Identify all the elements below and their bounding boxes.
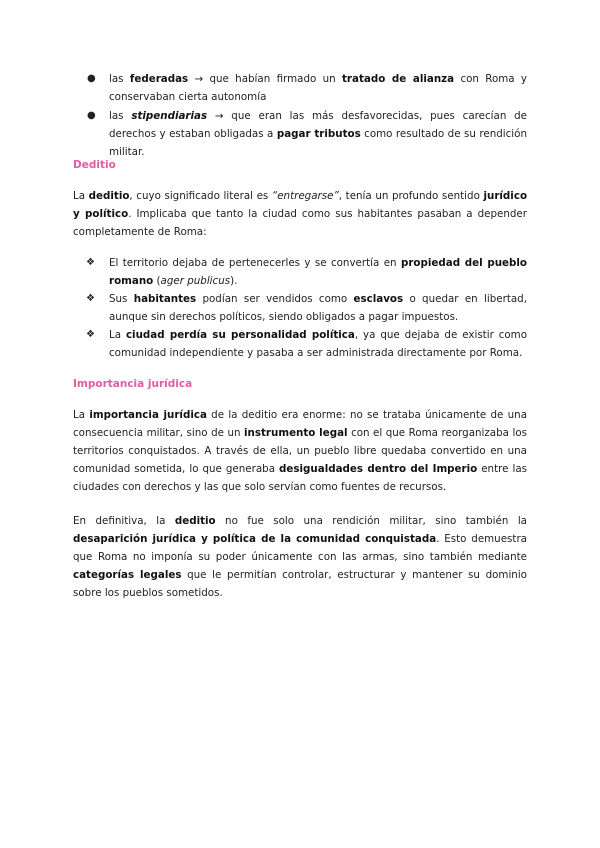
- text: , ya que dejaba de existir como comunidad independiente y pasaba a ser administrada directamente por Roma.: [109, 329, 528, 359]
- term-ager-publicus: ager publicus: [160, 275, 231, 287]
- term-instrumento-legal: instrumento legal: [244, 427, 348, 439]
- text: como resultado de su rendición militar.: [109, 128, 527, 158]
- term-esclavos: esclavos: [353, 293, 404, 305]
- text: o quedar en libertad, aunque sin derechos políticos, siendo obligados a pagar impuestos.: [109, 293, 527, 323]
- text: de la deditio era enorme: no se trataba únicamente de una consecuencia militar, sino de un: [73, 409, 527, 439]
- term-desigualdades: desigualdades dentro del Imperio: [279, 463, 478, 475]
- text: Sus: [109, 293, 134, 305]
- text: que le permitían controlar, estructurar y mantener su dominio sobre los pueblos sometidos.: [73, 569, 527, 599]
- text: La: [73, 409, 90, 421]
- list-item-stipendiarias: [73, 107, 527, 161]
- term-desaparicion-juridica: desaparición jurídica y política de la comunidad conquistada: [73, 533, 437, 545]
- text: El territorio dejaba de pertenecerles y se convertía en: [109, 257, 401, 269]
- text: . Implicaba que tanto la ciudad como sus habitantes pasaban a depender completamente de Roma:: [73, 208, 528, 238]
- list-item-federadas: [73, 70, 527, 106]
- diamond-bullet-icon: ❖: [86, 257, 95, 268]
- quote-entregarse: “entregarse”: [271, 190, 339, 202]
- diamond-bullet-icon: ❖: [86, 329, 95, 340]
- term-stipendiarias: stipendiarias: [131, 110, 208, 122]
- text: → que eran las más desfavorecidas, pues carecían de derechos y estaban obligadas a: [109, 110, 527, 140]
- text: , cuyo significado literal es: [129, 190, 272, 202]
- bullet-dot-icon: ●: [87, 110, 96, 121]
- term-federadas: federadas: [129, 73, 189, 85]
- text: ).: [230, 275, 238, 287]
- text: . Esto demuestra que Roma no imponía su poder únicamente con las armas, sino también mediante: [73, 533, 527, 563]
- section-heading-importancia: Importancia jurídica: [73, 378, 193, 390]
- list-item-ciudad: [73, 326, 527, 362]
- importancia-paragraph-1: [73, 406, 527, 496]
- term-personalidad-politica: ciudad perdía su personalidad política: [125, 329, 355, 341]
- list-item-territorio: [73, 254, 527, 290]
- text: La: [73, 190, 89, 202]
- text: La: [109, 329, 126, 341]
- text: → que habían firmado un: [188, 73, 342, 85]
- term-importancia-juridica: importancia jurídica: [89, 409, 207, 421]
- list-item-habitantes: [73, 290, 527, 326]
- bullet-dot-icon: ●: [87, 73, 96, 84]
- text: con el que Roma reorganizaba los territorios conquistados. A través de ella, un pueblo libre quedaba convertido en una comunidad sometida, lo que generaba: [73, 427, 527, 475]
- text: las: [109, 110, 132, 122]
- term-pagar-tributos: pagar tributos: [276, 128, 361, 140]
- text: (: [153, 275, 161, 287]
- term-propiedad-pueblo-romano: propiedad del pueblo romano: [109, 257, 527, 287]
- text: con Roma y conservaban cierta autonomía: [109, 73, 528, 103]
- deditio-paragraph: [73, 187, 527, 241]
- term-habitantes: habitantes: [133, 293, 197, 305]
- diamond-bullet-icon: ❖: [86, 293, 95, 304]
- text: entre las ciudades con derechos y las que solo servían como fuentes de recursos.: [73, 463, 527, 493]
- term-deditio: deditio: [174, 515, 216, 527]
- term-tratado-alianza: tratado de alianza: [342, 73, 455, 85]
- text: no fue solo una rendición militar, sino también la: [215, 515, 527, 527]
- deditio-consequences-list: [73, 254, 527, 362]
- term-juridico-politico: jurídico y político: [73, 190, 528, 220]
- importancia-paragraph-2: [73, 512, 527, 602]
- term-categorias-legales: categorías legales: [73, 569, 182, 581]
- text: las: [109, 73, 130, 85]
- text: En definitiva, la: [73, 515, 175, 527]
- allied-cities-list: [73, 70, 527, 161]
- term-deditio: deditio: [88, 190, 130, 202]
- text: , tenía un profundo sentido: [338, 190, 484, 202]
- section-heading-deditio: Deditio: [73, 159, 116, 171]
- text: podían ser vendidos como: [196, 293, 354, 305]
